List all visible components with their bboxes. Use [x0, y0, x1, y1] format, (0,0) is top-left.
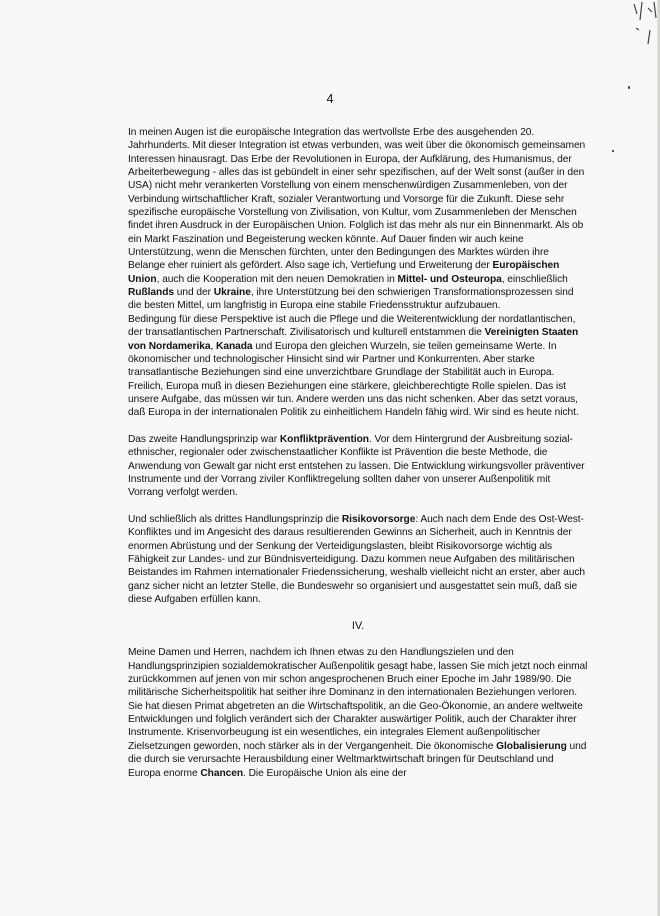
text-run: Meine Damen und Herren, nachdem ich Ihnen etwas zu den Handlungszielen und den Handlungsprinzipien sozialdemokratischer Außenpolitik gesagt habe, lassen Sie mich jetzt noch einmal zurückkommen auf jenen von mir schon angesprochenen Bruch einer Epoche im Jahr 1989/90. Die militärische Sicherheitspolitik hat seither ihre Dominanz in den internationalen Beziehungen verloren. Sie hat diesen Primat abgetreten an die Wirtschaftspolitik, an die Geo-Ökonomie, an andere weltweite Entwicklungen und folglich verändert sich der Charakter auswärtiger Politik, auch der Charakter ihrer Instrumente. Krisenvorbeugung ist ein wesentliches, ein integrales Element außenpolitischer Zielsetzungen geworden, noch stärker als in der Vergangenheit. Die ökonomische	[128, 647, 588, 752]
paragraph	[128, 126, 588, 313]
bold-term: Europäischen Union	[128, 260, 560, 285]
bold-term: Globalisierung	[496, 740, 567, 752]
text-run: , auch die Kooperation mit den neuen Demokratien in	[156, 273, 398, 285]
bold-term: Vereinigten Staaten von Nordamerika	[128, 327, 579, 352]
text-run: : Auch nach dem Ende des Ost-West-Konfliktes und im Angesicht des daraus resultierenden Gewinns an Sicherheit, auch in Kenntnis der enormen Abrüstung und der Senkung der Verteidigungslasten, bleibt Risikovorsorge wichtig als Fähigkeit zur Landes- und zur Bündnisverteidigung. Dazu kommen neue Aufgaben des militärischen Beistandes im Rahmen internationaler Friedenssicherung, weshalb vielleicht nicht an erster, aber auch ganz sicher nicht an letzter Stelle, die Bundeswehr so organisiert und ausgestattet sein muß, daß sie diese Aufgaben erfüllen kann.	[128, 513, 586, 606]
text-run: . Die Europäische Union als eine der	[243, 767, 407, 779]
bold-term: Konfliktprävention	[279, 433, 369, 445]
paragraph	[128, 433, 588, 500]
text-run: Bedingung für diese Perspektive ist auch die Pflege und die Weiterentwicklung der nordatlantischen, der transatlantischen Partnerschaft. Zivilisatorisch und kulturell entstammen die	[128, 313, 576, 339]
scan-speck	[612, 150, 614, 152]
scan-artifact-icon	[628, 0, 660, 60]
section-heading: IV.	[351, 619, 365, 632]
bold-term: Ukraine	[213, 287, 251, 299]
bold-term: Risikovorsorge	[341, 513, 416, 525]
text-run: ,	[210, 340, 217, 352]
text-run: . Vor dem Hintergrund der Ausbreitung sozial-ethnischer, regionaler oder zwischenstaatlicher Konflikte ist Prävention die beste Methode, die Anwendung von Gewalt gar nicht erst entstehen zu lassen. Die Entwicklung wirkungsvoller präventiver Instrumente und der Vorrang ziviler Konfliktregelung sollten daher von unserer Außenpolitik mit Vorrang verfolgt werden.	[128, 433, 585, 499]
bold-term: Rußlands	[128, 287, 175, 299]
bold-term: Mittel- und Osteuropa	[397, 273, 502, 285]
text-run: , einschließlich	[501, 273, 568, 285]
text-run: und Europa den gleichen Wurzeln, sie teilen gemeinsame Werte. In ökonomischer und technologischer Hinsicht sind wir Partner und Konkurrenten. Aber starke transatlantische Beziehungen sind eine unverzichtbare Grundlage der Stabilität auch in Europa. Freilich, Europa muß in diesen Beziehungen eine stärkere, gleichberechtigte Rolle spielen. Das ist unsere Aufgabe, das müssen wir tun. Andere werden uns das nicht schenken. Aber das setzt voraus, daß Europa in der internationalen Politik zu einheitlichem Handeln fähig wird. Wir sind es heute nicht.	[128, 340, 579, 419]
paragraph	[128, 646, 588, 779]
page-number: 4	[326, 92, 334, 106]
text-run: Und schließlich als drittes Handlungsprinzip die	[128, 513, 342, 525]
scan-speck	[628, 86, 630, 89]
text-run: und die durch sie verursachte Herausbildung einer Weltmarktwirtschaft bringen für Deutschland und Europa enorme	[128, 740, 587, 779]
text-run: , ihre Unterstützung bei den schwierigen Transformationsprozessen sind die besten Mittel, um langfristig in Europa eine stabile Friedensstruktur aufzubauen.	[128, 287, 574, 312]
body-text	[128, 126, 588, 780]
bold-term: Chancen	[200, 767, 244, 779]
paragraph	[128, 313, 588, 420]
text-run: Das zweite Handlungsprinzip war	[128, 433, 280, 445]
text-run: In meinen Augen ist die europäische Integration das wertvollste Erbe des ausgehenden 20. Jahrhunderts. Mit dieser Integration ist etwas verbunden, was weit über die ökonomisch gemeinsamen Interessen hinausragt. Das Erbe der Revolutionen in Europa, der Aufklärung, des Humanismus, der Arbeiterbewegung - alles das ist gebündelt in einer sehr spezifischen, auf der Welt sonst (außer in den USA) nicht mehr verankerten Vorstellung von einem menschenwürdigen Zusammenleben, von der Verbindung wirtschaftlicher Kraft, sozialer Verantwortung und Vorsorge für die Zukunft. Diese sehr spezifische europäische Vorstellung von Zivilisation, von Kultur, vom Zusammenleben der Menschen findet ihren Ausdruck in der Europäischen Union. Folglich ist das mehr als nur ein Binnenmarkt. Als ob ein Markt Faszination und Begeisterung wecken könnte. Auf Dauer finden wir auch keine Unterstützung, wenn die Menschen fürchten, unter den Bedingungen des Marktes würden ihre Belange eher ruiniert als gefördert. Also sage ich, Vertiefung und Erweiterung der	[128, 127, 586, 272]
text-run: und der	[174, 287, 214, 299]
paragraph	[128, 513, 588, 606]
bold-term: Kanada	[216, 340, 253, 352]
